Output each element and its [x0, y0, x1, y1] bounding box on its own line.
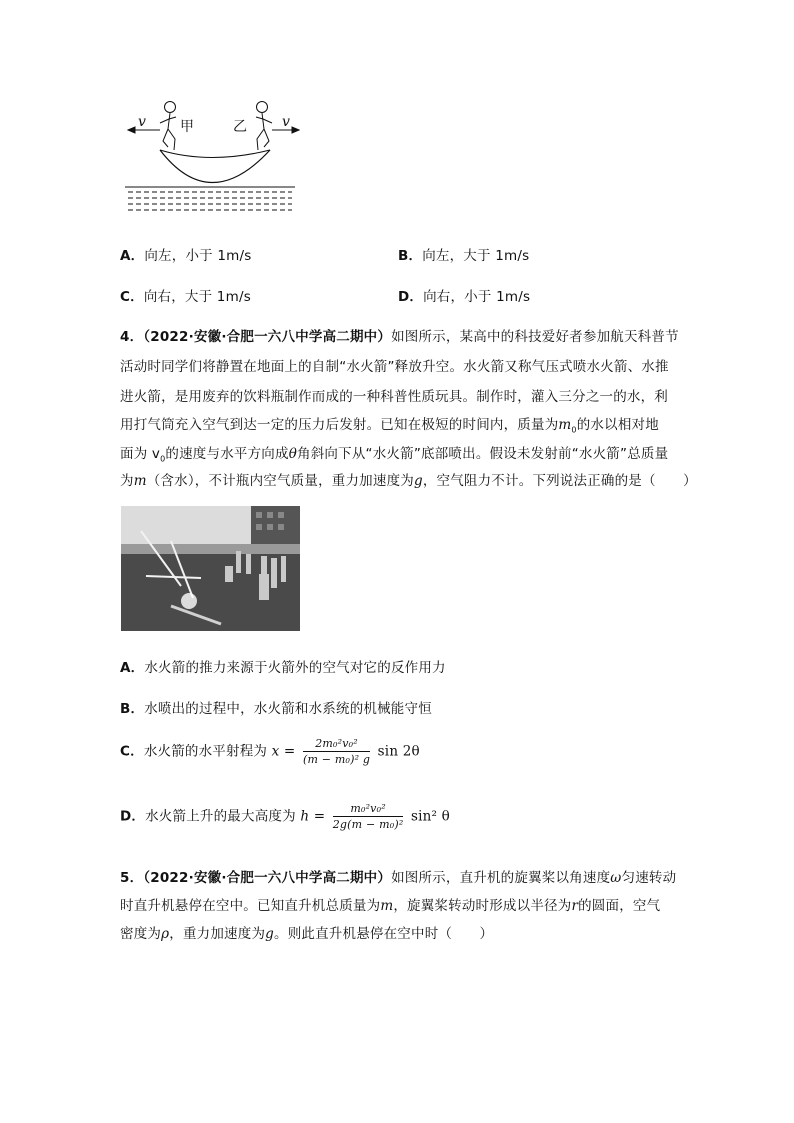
- q4-line-3: 进火箭，是用废弃的饮料瓶制作而成的一种科普性质玩具。制作时，灌入三分之一的水，利: [120, 389, 668, 405]
- person-label-jia: 甲: [180, 119, 194, 135]
- q5-line-2: 时直升机悬停在空中。已知直升机总质量为m，旋翼桨转动时形成以半径为r的圆面，空气: [120, 898, 661, 914]
- q3-option-c: C．向右，大于 1m/s: [120, 289, 251, 305]
- q4-option-b: B．水喷出的过程中，水火箭和水系统的机械能守恒: [120, 701, 432, 717]
- q3-option-d: D．向右，小于 1m/s: [398, 289, 531, 305]
- formula-range: $\frac{\text{2m₀²v₀²}}{\text{(m − m₀)² g}}$: [302, 737, 371, 766]
- person-label-yi: 乙: [233, 119, 247, 135]
- q3-option-a: A．向左，小于 1m/s: [120, 248, 252, 264]
- q4-line-4: 用打气筒充入空气到达一定的压力后发射。已知在极短的时间内，质量为$m_0$的水以相对地: [120, 417, 659, 435]
- water-rocket-photo: [121, 506, 300, 631]
- q4-line-5: 面为 $v_0$的速度与水平方向成θ角斜向下从“水火箭”底部喷出。假设未发射前“水火箭”总质量: [120, 446, 669, 464]
- velocity-label-left: v: [138, 114, 146, 130]
- q3-option-b: B．向左，大于 1m/s: [398, 248, 530, 264]
- formula-height: $\frac{\text{m₀²v₀²}}{\text{2g(m − m₀)²}}$: [332, 802, 404, 831]
- q4-line-1: 4．（2022·安徽·合肥一六八中学高二期中）如图所示，某高中的科技爱好者参加航天科普节: [120, 329, 679, 345]
- q4-line-6: 为m（含水），不计瓶内空气质量，重力加速度为g，空气阻力不计。下列说法正确的是（ ）: [120, 473, 697, 489]
- q4-option-c: C．水火箭的水平射程为 x = $\frac{\text{2m₀²v₀²}}{\text{(m − m₀)² g}}$ sin 2θ: [120, 737, 420, 766]
- q4-line-2: 活动时同学们将静置在地面上的自制“水火箭”释放升空。水火箭又称气压式喷水火箭、水推: [120, 359, 669, 375]
- boat-figure: [120, 95, 300, 220]
- q4-option-a: A．水火箭的推力来源于火箭外的空气对它的反作用力: [120, 660, 446, 676]
- q4-option-d: D．水火箭上升的最大高度为 h = $\frac{\text{m₀²v₀²}}{\text{2g(m − m₀)²}}$ sin² θ: [120, 802, 450, 831]
- q5-line-3: 密度为ρ，重力加速度为g。则此直升机悬停在空中时（ ）: [120, 926, 494, 942]
- q5-line-1: 5．（2022·安徽·合肥一六八中学高二期中）如图所示，直升机的旋翼桨以角速度ω匀速转动: [120, 870, 677, 886]
- velocity-label-right: v: [282, 114, 290, 130]
